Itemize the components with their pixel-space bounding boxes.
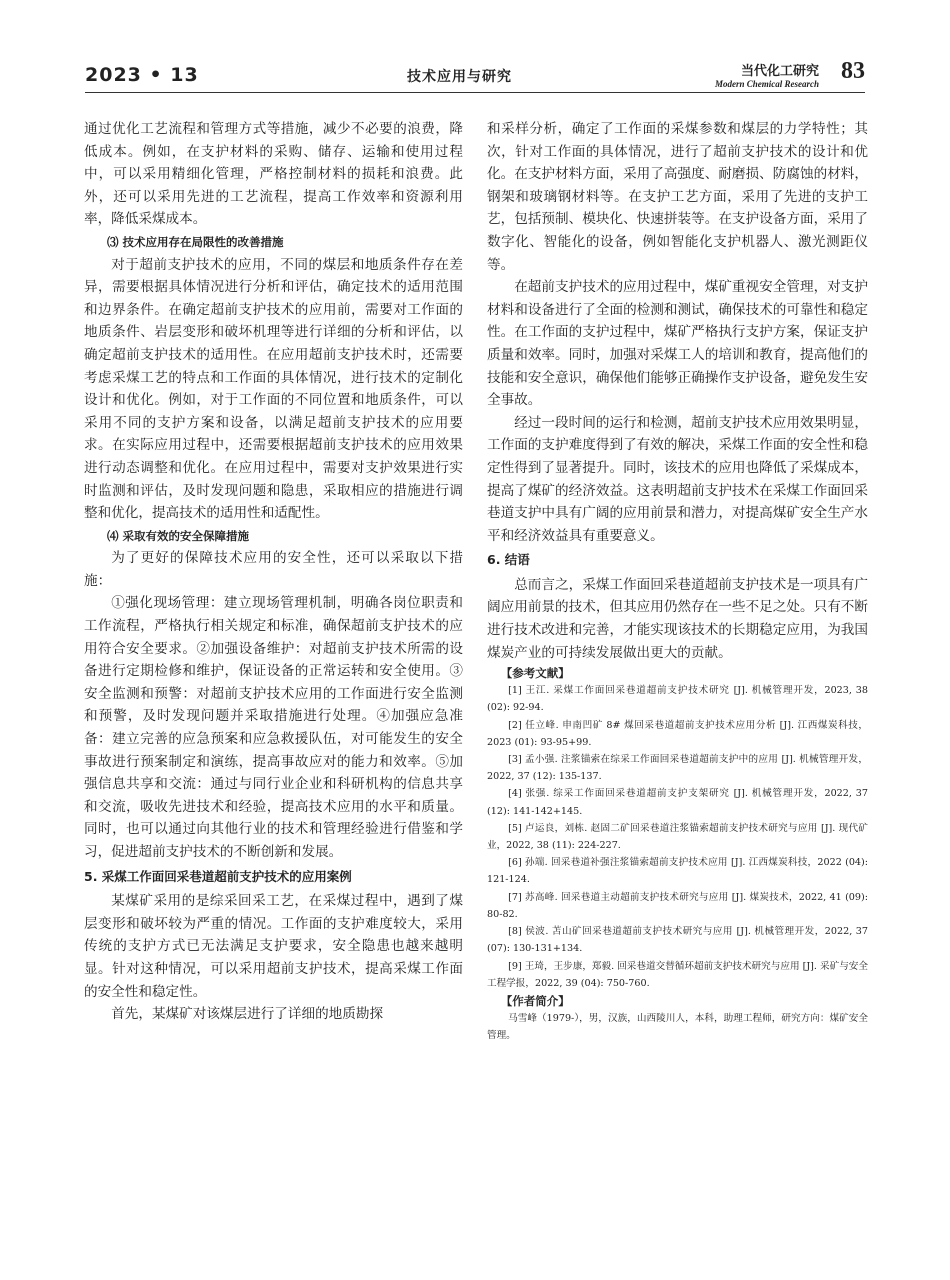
header-divider (85, 92, 865, 93)
reference-item: [9] 王琦，王步康，郑毅. 回采巷道交替循环超前支护技术研究与应用 [J]. 采矿与安全工程学报，2022, 39 (04): 750-760. (487, 960, 868, 989)
author-heading: 【作者简介】 (500, 993, 570, 1008)
author-bio: 马雪峰（1979-），男，汉族，山西陵川人，本科，助理工程师，研究方向：煤矿安全管理。 (487, 1012, 868, 1042)
paragraph: 经过一段时间的运行和检测，超前支护技术应用效果明显，工作面的支护难度得到了有效的解决，采煤工作面的安全性和稳定性得到了显著提升。同时，该技术的应用也降低了采煤成本，提高了煤矿的经济效益。这表明超前支护技术在采煤工作面回采巷道支护中具有广阔的应用前景和潜力，对提高煤矿安全生产水平和经济效益具有重要意义。 (487, 414, 868, 544)
section-title: 技术应用与研究 (407, 69, 512, 85)
reference-item: [4] 张强. 综采工作面回采巷道超前支护支架研究 [J]. 机械管理开发，2022, 37 (12): 141-142+145. (487, 788, 868, 817)
paragraph: 某煤矿采用的是综采回采工艺，在采煤过程中，遇到了煤层变形和破坏较为严重的情况。工作面的支护难度较大，采用传统的支护方式已无法满足支护要求，安全隐患也越来越明显。针对这种情况，可以采用超前支护技术，提高采煤工作面的安全性和稳定性。 (84, 893, 463, 1000)
references-heading: 【参考文献】 (500, 666, 570, 681)
page-number: 83 (841, 58, 865, 84)
reference-item: [5] 卢运良，刘栋. 赵固二矿回采巷道注浆锚索超前支护技术研究与应用 [J]. 现代矿业，2022, 38 (11): 224-227. (487, 822, 868, 852)
reference-item: [2] 任立峰. 申南凹矿 8# 煤回采巷道超前支护技术应用分析 [J]. 江西煤炭科技，2023 (01): 93-95+99. (487, 719, 868, 748)
subsection-heading: ⑶ 技术应用存在局限性的改善措施 (107, 234, 284, 249)
paragraph: 总而言之，采煤工作面回采巷道超前支护技术是一项具有广阔应用前景的技术，但其应用仍然存在一些不足之处。只有不断进行技术改进和完善，才能实现该技术的长期稳定应用，为我国煤炭产业的可持续发展做出更大的贡献。 (487, 576, 868, 661)
journal-name-cn: 当代化工研究 (740, 64, 819, 79)
reference-item: [1] 王江. 采煤工作面回采巷道超前支护技术研究 [J]. 机械管理开发，2023, 38 (02): 92-94. (487, 685, 868, 714)
reference-item: [3] 孟小强. 注浆锚索在综采工作面回采巷道超前支护中的应用 [J]. 机械管理开发，2022, 37 (12): 135-137. (487, 754, 868, 783)
right-column (487, 118, 868, 1044)
section-heading: 5. 采煤工作面回采巷道超前支护技术的应用案例 (84, 868, 352, 884)
paragraph: 对于超前支护技术的应用，不同的煤层和地质条件存在差异，需要根据具体情况进行分析和评估，确定技术的适用范围和边界条件。在确定超前支护技术的应用前，需要对工作面的地质条件、岩层变形和破坏机理等进行详细的分析和评估，以确定超前支护技术的适用性。在应用超前支护技术时，还需要考虑采煤工艺的特点和工作面的具体情况，进行技术的定制化设计和优化。例如，对于工作面的不同位置和地质条件，可以采用不同的支护方案和设备，以满足超前支护技术的应用要求。在实际应用过程中，还需要根据超前支护技术的应用效果进行动态调整和优化。在应用过程中，需要对支护效果进行实时监测和评估，及时发现问题和隐患，采取相应的措施进行调整和优化，提高技术的适用性和适配性。 (84, 256, 463, 522)
page-header (85, 58, 865, 92)
subsection-heading: ⑷ 采取有效的安全保障措施 (107, 528, 250, 543)
paragraph: 通过优化工艺流程和管理方式等措施，减少不必要的浪费，降低成本。例如，在支护材料的采购、储存、运输和使用过程中，可以采用精细化管理，严格控制材料的损耗和浪费。此外，还可以采用先进的工艺流程，提高工作效率和资源利用率，降低采煤成本。 (84, 121, 463, 228)
reference-item: [8] 侯波. 苫山矿回采巷道超前支护技术研究与应用 [J]. 机械管理开发，2022, 37 (07): 130-131+134. (487, 926, 868, 955)
paragraph: 和采样分析，确定了工作面的采煤参数和煤层的力学特性；其次，针对工作面的具体情况，进行了超前支护技术的设计和优化。在支护材料方面，采用了高强度、耐磨损、防腐蚀的材料，钢架和玻璃钢材料等。在支护工艺方面，采用了先进的支护工艺，包括预制、模块化、快速拼装等。在支护设备方面，采用了数字化、智能化的设备，例如智能化支护机器人、激光测距仪等。 (487, 121, 868, 273)
paragraph: ①强化现场管理：建立现场管理机制，明确各岗位职责和工作流程，严格执行相关规定和标准，确保超前支护技术的应用符合安全要求。②加强设备维护：对超前支护技术所需的设备进行定期检修和维护，保证设备的正常运转和安全使用。③安全监测和预警：对超前支护技术应用的工作面进行安全监测和预警，及时发现问题并采取措施进行处理。④加强应急准备：建立完善的应急预案和应急救援队伍，对可能发生的安全事故进行预案制定和演练，提高事故应对的能力和效率。⑤加强信息共享和交流：通过与同行业企业和科研机构的信息共享和交流，吸收先进技术和经验，提高技术应用的水平和质量。同时，也可以通过向其他行业的技术和管理经验进行借鉴和学习，促进超前支护技术的不断创新和发展。 (84, 595, 463, 860)
section-heading: 6. 结语 (487, 552, 530, 568)
issue-number: 2023 • 13 (85, 64, 199, 86)
reference-item: [7] 苏高峰. 回采巷道主动超前支护技术研究与应用 [J]. 煤炭技术，2022, 41 (09): 80-82. (487, 891, 868, 920)
journal-name-en: Modern Chemical Research (714, 79, 819, 89)
left-column (84, 118, 463, 1026)
paragraph: 首先，某煤矿对该煤层进行了详细的地质勘探 (111, 1006, 384, 1023)
paragraph: 为了更好的保障技术应用的安全性，还可以采取以下措施： (84, 550, 463, 589)
journal-name (695, 60, 819, 89)
reference-item: [6] 孙端. 回采巷道补强注浆锚索超前支护技术应用 [J]. 江西煤炭科技，2022 (04): 121-124. (487, 857, 868, 886)
paragraph: 在超前支护技术的应用过程中，煤矿重视安全管理，对支护材料和设备进行了全面的检测和测试，确保技术的可靠性和稳定性。在工作面的支护过程中，煤矿严格执行支护方案，保证支护质量和效率。同时，加强对采煤工人的培训和教育，提高他们的技能和安全意识，确保他们能够正确操作支护设备，避免发生安全事故。 (487, 279, 868, 409)
